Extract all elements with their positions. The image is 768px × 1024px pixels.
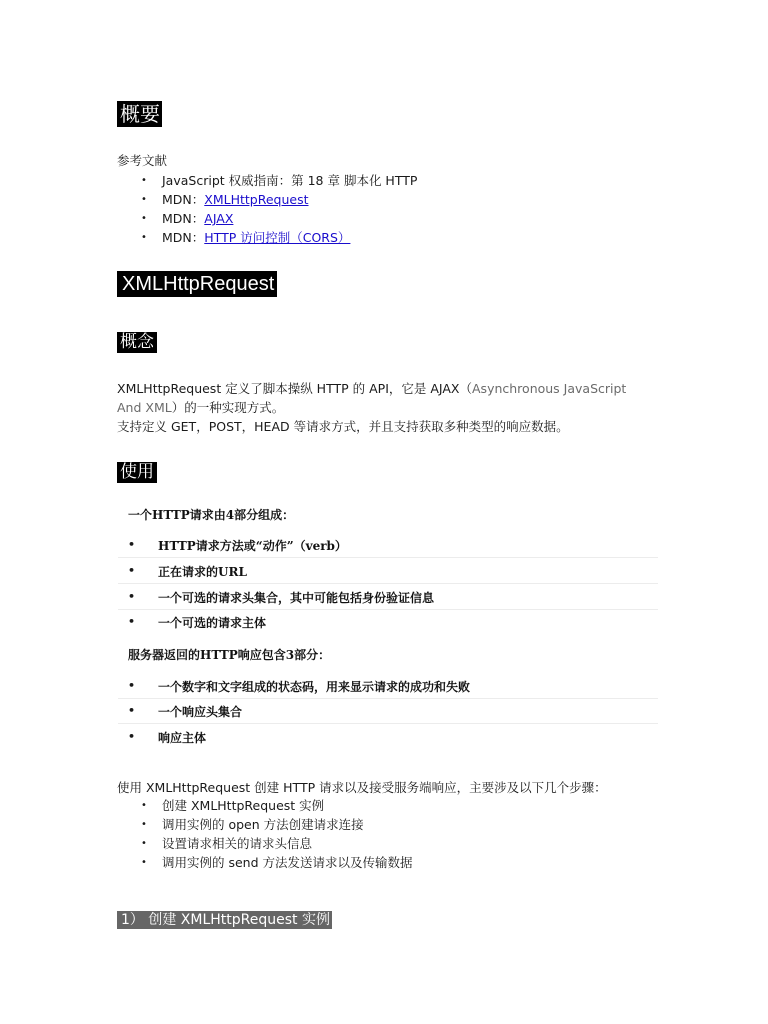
reference-item [141, 228, 417, 247]
request-item: 一个可选的请求主体 [158, 616, 267, 630]
references-label: 参考文献 [117, 153, 168, 168]
concept-line-1 [117, 379, 626, 398]
step-text: 设置请求相关的请求头信息 [162, 836, 313, 851]
reference-item [141, 171, 418, 190]
reference-prefix: MDN： [162, 211, 205, 226]
reference-text: JavaScript 权威指南：第 18 章 脚本化 HTTP [162, 173, 418, 188]
bullet-icon: • [141, 819, 147, 830]
response-item: 响应主体 [158, 731, 207, 745]
step-item [141, 796, 413, 815]
bullet-icon: • [141, 194, 147, 205]
link-xmlhttprequest[interactable]: XMLHttpRequest [204, 192, 309, 207]
step-text: 创建 XMLHttpRequest 实例 [162, 798, 325, 813]
bullet-icon: • [128, 679, 136, 692]
concept-text: XMLHttpRequest 定义了脚本操纵 HTTP 的 API，它是 AJAX（ [117, 381, 472, 396]
bullet-icon: • [128, 564, 136, 577]
request-item: HTTP请求方法或“动作”（verb） [158, 539, 347, 553]
heading-concept: 概念 [117, 332, 157, 353]
step-item [141, 834, 413, 853]
bullet-icon: • [128, 538, 136, 551]
request-item: 一个可选的请求头集合，其中可能包括身份验证信息 [158, 591, 435, 605]
bullet-icon: • [128, 704, 136, 717]
response-item: 一个数字和文字组成的状态码，用来显示请求的成功和失败 [158, 680, 471, 694]
request-item: 正在请求的URL [158, 565, 247, 579]
concept-term: Asynchronous JavaScript [472, 381, 627, 396]
bullet-icon: • [141, 857, 147, 868]
step-item [141, 815, 413, 834]
reference-prefix: MDN： [162, 192, 205, 207]
divider [118, 583, 658, 584]
heading-overview: 概要 [117, 101, 162, 127]
bullet-icon: • [128, 590, 136, 603]
step-text: 调用实例的 send 方法发送请求以及传输数据 [162, 855, 413, 870]
step-item [141, 853, 413, 872]
http-structure-image [118, 498, 658, 760]
bullet-icon: • [141, 800, 147, 811]
steps-list [141, 796, 413, 872]
concept-text: ）的一种实现方式。 [171, 400, 285, 415]
heading-usage: 使用 [117, 462, 157, 483]
concept-line-2 [117, 398, 284, 417]
concept-line-3: 支持定义 GET，POST，HEAD 等请求方式，并且支持获取多种类型的响应数据。 [117, 419, 569, 434]
reference-item [141, 190, 417, 209]
response-item: 一个响应头集合 [158, 705, 243, 719]
request-title: 一个HTTP请求由4部分组成： [128, 508, 295, 522]
link-cors[interactable]: HTTP 访问控制（CORS） [204, 230, 351, 245]
bullet-icon: • [128, 730, 136, 743]
heading-xmlhttprequest: XMLHttpRequest [117, 271, 277, 297]
reference-item [141, 209, 417, 228]
bullet-icon: • [128, 615, 136, 628]
bullet-icon: • [141, 213, 147, 224]
reference-prefix: MDN： [162, 230, 205, 245]
divider [118, 723, 658, 724]
divider [118, 609, 658, 610]
divider [118, 698, 658, 699]
divider [118, 557, 658, 558]
concept-term: And XML [117, 400, 172, 415]
heading-step-1: 1） 创建 XMLHttpRequest 实例 [117, 911, 332, 929]
references-list [141, 171, 418, 247]
response-title: 服务器返回的HTTP响应包含3部分： [128, 648, 331, 662]
steps-intro: 使用 XMLHttpRequest 创建 HTTP 请求以及接受服务端响应，主要涉及以下几个步骤： [117, 780, 607, 795]
bullet-icon: • [141, 175, 147, 186]
bullet-icon: • [141, 838, 147, 849]
link-ajax[interactable]: AJAX [204, 211, 234, 226]
step-text: 调用实例的 open 方法创建请求连接 [162, 817, 364, 832]
bullet-icon: • [141, 232, 147, 243]
